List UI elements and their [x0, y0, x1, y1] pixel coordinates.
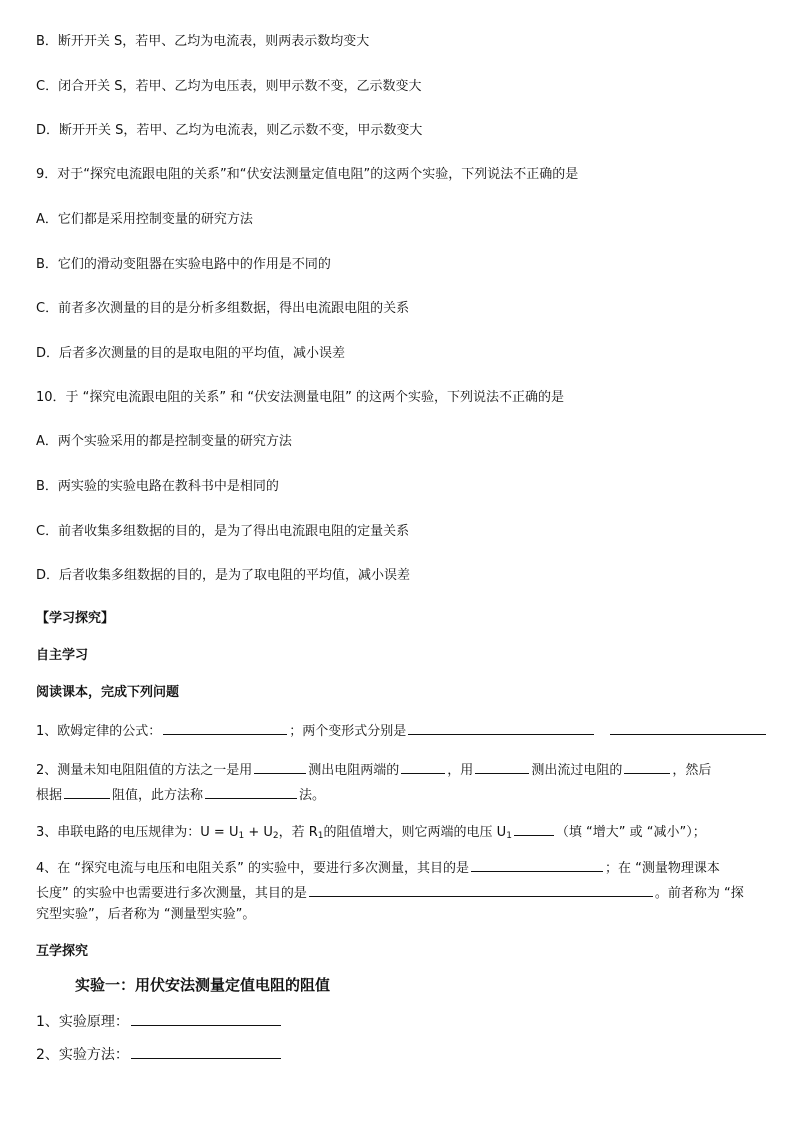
voltage-change-blank[interactable]: [514, 821, 554, 836]
q10-option-d: D．后者收集多组数据的目的，是为了取电阻的平均值，减小误差: [36, 568, 411, 583]
item4-text-d: 。前者称为 “探: [654, 886, 744, 901]
principle-line: [36, 1011, 283, 1031]
measure-purpose-blank[interactable]: [309, 882, 653, 897]
principle-label: 1、实验原理：: [36, 1014, 129, 1030]
item4-text-c: 长度” 的实验中也需要进行多次测量，其目的是: [36, 886, 307, 901]
ammeter-blank[interactable]: [475, 759, 529, 774]
q8-option-b: B．断开开关 S，若甲、乙均为电流表，则两表示数均变大: [36, 34, 370, 49]
voltage-blank[interactable]: [401, 759, 445, 774]
item3-text-c: ，若 R: [278, 825, 318, 840]
item-4-line-3: 究型实验”，后者称为 “测量型实验”。: [36, 907, 256, 922]
item2-text-g: 阻值，此方法称: [112, 788, 204, 803]
item2-text-c: ，用: [447, 763, 474, 778]
item2-text-f: 根据: [36, 788, 63, 803]
item-3: [36, 821, 706, 845]
item1-text-b: ；两个变形式分别是: [289, 724, 407, 739]
reading-instruction: 阅读课本，完成下列问题: [36, 685, 180, 700]
voltmeter-blank[interactable]: [254, 759, 306, 774]
subscript-r1: 1: [317, 831, 324, 841]
item1-text-a: 1、欧姆定律的公式：: [36, 724, 162, 739]
item2-text-d: 测出流过电阻的: [531, 763, 623, 778]
q9-option-a: A．它们都是采用控制变量的研究方法: [36, 212, 253, 227]
explore-purpose-blank[interactable]: [471, 857, 603, 872]
item2-text-e: ，然后: [672, 763, 712, 778]
q8-option-c: C．闭合开关 S，若甲、乙均为电压表，则甲示数不变，乙示数变大: [36, 79, 422, 94]
q9-stem: 9．对于“探究电流跟电阻的关系”和“伏安法测量定值电阻”的这两个实验，下列说法不正确的是: [36, 167, 579, 182]
item-4-line-1: [36, 857, 720, 878]
item2-text-h: 法。: [299, 788, 326, 803]
method-blank[interactable]: [131, 1044, 281, 1059]
subscript-2: 2: [272, 831, 279, 841]
self-study-heading: 自主学习: [36, 648, 89, 663]
item-2-line-1: [36, 759, 711, 780]
section-heading: 【学习探究】: [36, 611, 115, 626]
item2-text-a: 2、测量未知电阻阻值的方法之一是用: [36, 763, 253, 778]
ohm-law-blank[interactable]: [163, 720, 287, 735]
item4-text-b: ；在 “测量物理课本: [605, 861, 720, 876]
subscript-1: 1: [238, 831, 245, 841]
principle-blank[interactable]: [131, 1011, 281, 1026]
q10-stem: 10．于 “探究电流跟电阻的关系” 和 “伏安法测量电阻” 的这两个实验，下列说法不正确的是: [36, 390, 565, 405]
variant-formula-blank-1[interactable]: [408, 720, 594, 735]
q10-option-b: B．两实验的实验电路在教科书中是相同的: [36, 479, 279, 494]
item3-text-d: 的阻值增大，则它两端的电压 U: [323, 825, 507, 840]
q8-option-d: D．断开开关 S，若甲、乙均为电流表，则乙示数不变，甲示数变大: [36, 123, 423, 138]
q9-option-c: C．前者多次测量的目的是分析多组数据，得出电流跟电阻的关系: [36, 301, 410, 316]
item-4-line-2: [36, 882, 744, 903]
q9-option-b: B．它们的滑动变阻器在实验电路中的作用是不同的: [36, 257, 331, 272]
method-line: [36, 1044, 283, 1064]
q10-option-a: A．两个实验采用的都是控制变量的研究方法: [36, 434, 292, 449]
formula-blank[interactable]: [64, 784, 110, 799]
experiment-title: 实验一：用伏安法测量定值电阻的阻值: [75, 976, 331, 994]
item-2-line-2: [36, 784, 325, 805]
item4-text-a: 4、在 “探究电流与电压和电阻关系” 的实验中，要进行多次测量，其目的是: [36, 861, 470, 876]
item3-text-e: （填 “增大” 或 “减小”）；: [555, 825, 706, 840]
item2-text-b: 测出电阻两端的: [308, 763, 400, 778]
q9-option-d: D．后者多次测量的目的是取电阻的平均值，减小误差: [36, 346, 346, 361]
q10-option-c: C．前者收集多组数据的目的，是为了得出电流跟电阻的定量关系: [36, 524, 410, 539]
subscript-u1: 1: [506, 831, 512, 841]
method-label: 2、实验方法：: [36, 1047, 129, 1063]
method-name-blank[interactable]: [205, 784, 297, 799]
item3-text-b: + U: [244, 825, 273, 840]
current-blank[interactable]: [624, 759, 670, 774]
mutual-study-heading: 互学探究: [36, 944, 89, 959]
item3-text-a: 3、串联电路的电压规律为：U = U: [36, 825, 239, 840]
variant-formula-blank-2[interactable]: [610, 720, 766, 735]
item-1: [36, 720, 768, 741]
